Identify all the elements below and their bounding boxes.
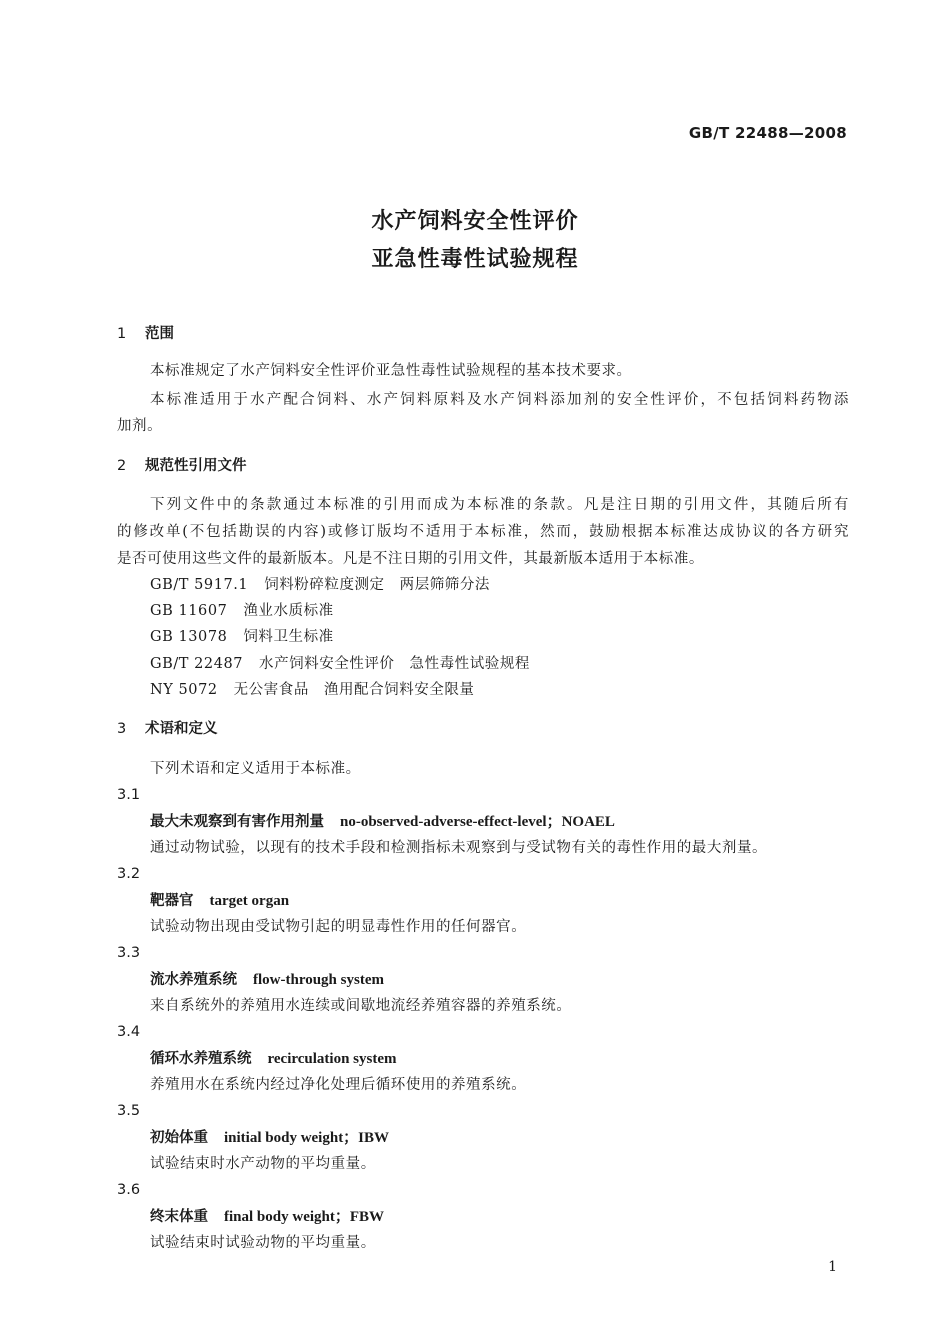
term-definition: 试验动物出现由受试物引起的明显毒性作用的任何器官。 [150, 919, 527, 935]
term-number: 3.4 [117, 1024, 141, 1040]
term-definition: 养殖用水在系统内经过净化处理后循环使用的养殖系统。 [150, 1077, 527, 1093]
term-title [150, 1127, 389, 1148]
section-2-paragraph-line-1: 下列文件中的条款通过本标准的引用而成为本标准的条款。凡是注日期的引用文件，其随后所有 [150, 497, 849, 513]
term-title [150, 890, 289, 911]
reference-title: 饲料卫生标准 [243, 629, 334, 645]
section-1-heading [117, 324, 174, 344]
term-number: 3.3 [117, 945, 141, 961]
reference-title: 渔业水质标准 [243, 603, 334, 619]
reference-code: NY 5072 [150, 682, 218, 698]
reference-item [150, 601, 334, 621]
section-number: 3 [117, 721, 127, 737]
reference-code: GB 11607 [150, 603, 228, 619]
reference-code: GB/T 5917.1 [150, 577, 249, 593]
section-1-paragraph-2-line-1: 本标准适用于水产配合饲料、水产饲料原料及水产饲料添加剂的安全性评价，不包括饲料药物添 [150, 392, 849, 408]
title-line-2: 亚急性毒性试验规程 [371, 247, 579, 272]
reference-title: 饲料粉碎粒度测定 两层筛筛分法 [264, 577, 490, 593]
term-title [150, 1206, 384, 1227]
term-definition: 试验结束时水产动物的平均重量。 [150, 1156, 376, 1172]
term-number: 3.1 [117, 787, 141, 803]
term-title [150, 811, 615, 832]
term-chinese: 靶器官 [150, 893, 194, 909]
reference-item [150, 627, 334, 647]
document-title [0, 203, 950, 279]
term-english: flow-through system [253, 972, 384, 988]
reference-title: 水产饲料安全性评价 急性毒性试验规程 [259, 656, 530, 672]
term-number: 3.6 [117, 1182, 141, 1198]
reference-title: 无公害食品 渔用配合饲料安全限量 [233, 682, 475, 698]
section-title: 范围 [145, 326, 174, 342]
section-1-paragraph-2-line-2: 加剂。 [117, 418, 163, 434]
term-english: target organ [209, 893, 290, 909]
term-english: initial body weight；IBW [224, 1130, 390, 1146]
term-definition: 通过动物试验，以现有的技术手段和检测指标未观察到与受试物有关的毒性作用的最大剂量。 [150, 840, 768, 856]
term-chinese: 终末体重 [150, 1209, 208, 1225]
section-3-intro: 下列术语和定义适用于本标准。 [150, 761, 361, 777]
reference-item [150, 680, 474, 700]
standard-number: GB/T 22488—2008 [688, 124, 847, 142]
section-title: 规范性引用文件 [145, 458, 247, 474]
reference-item [150, 654, 530, 674]
section-2-paragraph-line-2: 的修改单(不包括勘误的内容)或修订版均不适用于本标准，然而，鼓励根据本标准达成协议的各方研究 [117, 524, 849, 540]
term-definition: 试验结束时试验动物的平均重量。 [150, 1235, 376, 1251]
term-number: 3.2 [117, 866, 141, 882]
term-title [150, 969, 384, 990]
title-line-1: 水产饲料安全性评价 [371, 209, 579, 234]
term-chinese: 初始体重 [150, 1130, 208, 1146]
term-english: no-observed-adverse-effect-level；NOAEL [340, 814, 615, 830]
section-2-heading [117, 456, 247, 476]
term-chinese: 最大未观察到有害作用剂量 [150, 814, 324, 830]
section-1-paragraph-1: 本标准规定了水产饲料安全性评价亚急性毒性试验规程的基本技术要求。 [150, 363, 632, 379]
reference-code: GB 13078 [150, 629, 228, 645]
term-number: 3.5 [117, 1103, 141, 1119]
reference-code: GB/T 22487 [150, 656, 244, 672]
term-english: final body weight；FBW [224, 1209, 385, 1225]
term-english: recirculation system [267, 1051, 397, 1067]
term-title [150, 1048, 397, 1069]
term-definition: 来自系统外的养殖用水连续或间歇地流经养殖容器的养殖系统。 [150, 998, 572, 1014]
section-2-paragraph-line-3: 是否可使用这些文件的最新版本。凡是不注日期的引用文件，其最新版本适用于本标准。 [117, 551, 704, 567]
reference-item [150, 575, 490, 595]
section-number: 2 [117, 458, 127, 474]
section-number: 1 [117, 326, 127, 342]
section-title: 术语和定义 [145, 721, 218, 737]
term-chinese: 循环水养殖系统 [150, 1051, 252, 1067]
term-chinese: 流水养殖系统 [150, 972, 237, 988]
section-3-heading [117, 719, 218, 739]
page-number: 1 [828, 1259, 837, 1275]
